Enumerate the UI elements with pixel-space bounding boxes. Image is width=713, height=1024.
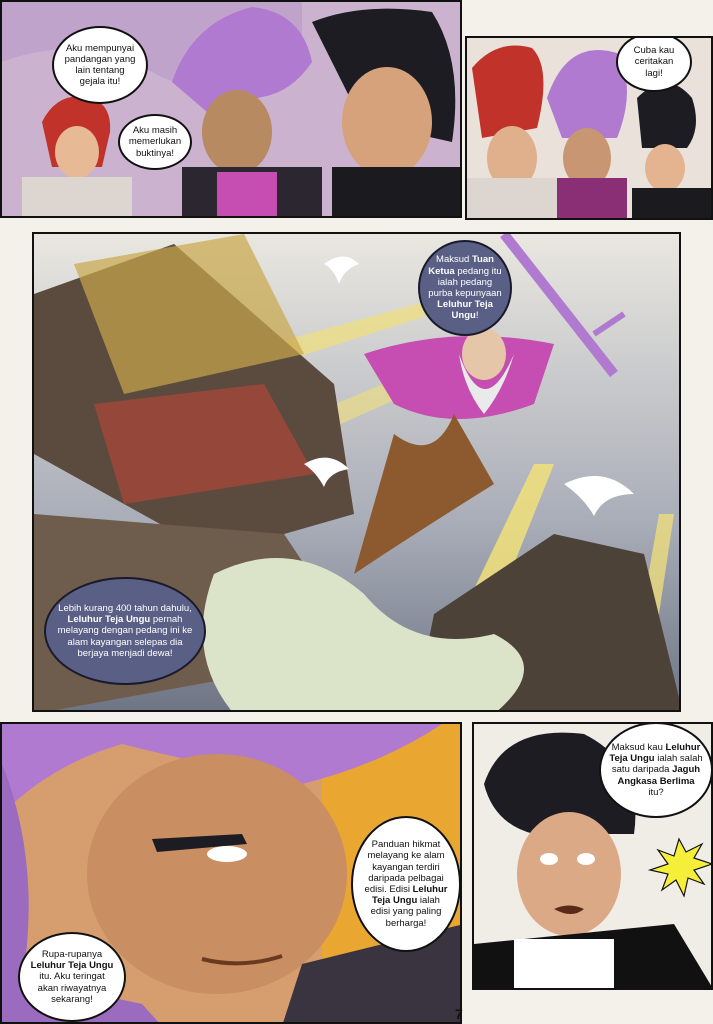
face bbox=[517, 812, 621, 936]
text-bold: Leluhur Teja Ungu bbox=[30, 960, 114, 972]
panel-2 bbox=[465, 36, 713, 220]
speech-bubble-1 bbox=[52, 26, 148, 104]
speech-text: Cuba kau ceritakan lagi! bbox=[633, 45, 675, 79]
panel-3 bbox=[32, 232, 681, 712]
speech-text bbox=[609, 742, 703, 798]
text-part: Lebih kurang 400 tahun dahulu, bbox=[58, 602, 192, 614]
text-bold: Leluhur Teja Ungu bbox=[609, 741, 701, 765]
speech-bubble-6 bbox=[18, 932, 126, 1022]
speech-text bbox=[361, 839, 451, 929]
red-hair bbox=[472, 46, 543, 139]
text-part: itu? bbox=[648, 786, 664, 798]
speech-text: Aku masih memerlukan buktinya! bbox=[128, 125, 182, 159]
speech-text bbox=[28, 949, 116, 1005]
text-bold: Leluhur Teja Ungu bbox=[372, 884, 448, 907]
text-bold: Leluhur Teja Ungu bbox=[67, 614, 151, 626]
text-part: pernah melayang dengan pedang ini ke alam kayangan selepas dia berjaya menjadi dewa! bbox=[57, 614, 193, 659]
narration-text bbox=[54, 603, 196, 659]
text-part: ! bbox=[475, 310, 479, 322]
text-bold: Jaguh Angkasa Berlima bbox=[617, 764, 701, 787]
panel-1 bbox=[0, 0, 462, 218]
text-part: Panduan hikmat melayang ke alam kayangan terdiri daripada pelbagai edisi. Edisi bbox=[364, 839, 445, 895]
text-part: Maksud bbox=[436, 254, 472, 266]
text-bold: Leluhur Teja Ungu bbox=[437, 299, 493, 322]
face bbox=[87, 754, 347, 994]
speech-text: Aku mempunyai pandangan yang lain tentang gejala itu! bbox=[64, 42, 136, 88]
speech-bubble-4 bbox=[418, 240, 512, 336]
text-part: ialah salah satu daripada bbox=[611, 753, 703, 776]
text-part: Rupa-rupanya bbox=[41, 948, 103, 960]
text-part: pedang itu ialah pedang purba kepunyaan bbox=[428, 265, 502, 299]
speech-bubble-7 bbox=[599, 722, 713, 818]
text-part: ialah edisi yang paling berharga! bbox=[370, 895, 442, 929]
text-part: itu. Aku teringat akan riwayatnya sekarang! bbox=[37, 971, 107, 1005]
page-number: 7 bbox=[455, 1006, 463, 1022]
speech-bubble-5 bbox=[351, 816, 461, 952]
speech-bubble-2 bbox=[118, 114, 192, 170]
narration-box bbox=[44, 577, 206, 685]
text-part: Maksud kau bbox=[611, 741, 666, 753]
panel-4 bbox=[0, 722, 462, 1024]
panel-5 bbox=[472, 722, 713, 990]
speech-text bbox=[428, 254, 502, 321]
text-bold: Tuan Ketua bbox=[428, 254, 494, 277]
